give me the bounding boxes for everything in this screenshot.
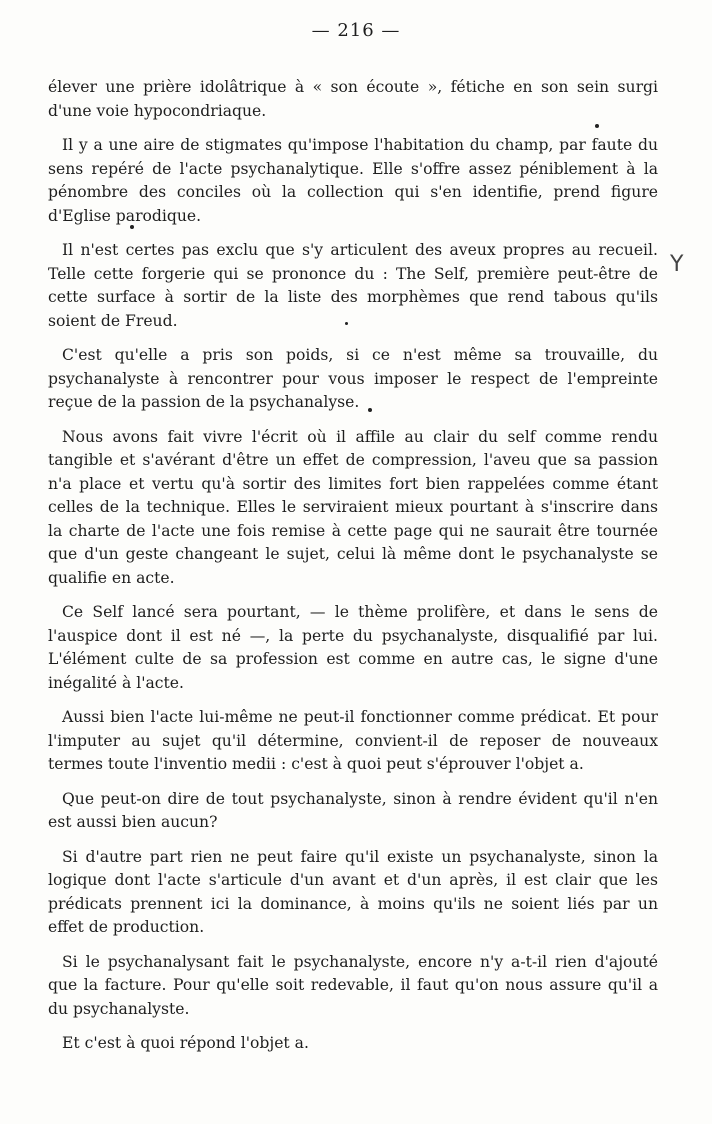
paragraph: Il n'est certes pas exclu que s'y articulent des aveux propres au recueil. Telle cette forgerie qui se prononce du : The Self, première peut-être de cette surface à sortir de la liste des morphèmes que rend tabous qu'ils soient de Freud. <box>48 241 658 330</box>
paragraph: Il y a une aire de stigmates qu'impose l'habitation du champ, par faute du sens repéré de l'acte psychanalytique. Elle s'offre assez péniblement à la pénombre des conciles où la collection qui s'en identifie, prend figure d'Eglise parodique. <box>48 136 658 225</box>
paragraph: Si le psychanalysant fait le psychanalyste, encore n'y a-t-il rien d'ajouté que la facture. Pour qu'elle soit redevable, il faut qu'on nous assure qu'il a du psychanalyste. <box>48 952 658 1018</box>
paragraph: Que peut-on dire de tout psychanalyste, sinon à rendre évident qu'il n'en est aussi bien aucun? <box>48 789 658 831</box>
paragraph: Si d'autre part rien ne peut faire qu'il existe un psychanalyste, sinon la logique dont l'acte s'articule d'un avant et d'un après, il est clair que les prédicats prennent ici la dominance, à moins qu'ils ne soient liés par un effet de production. <box>48 847 658 936</box>
body-text <box>48 76 658 1067</box>
paragraph: Nous avons fait vivre l'écrit où il affile au clair du self comme rendu tangible et s'avérant d'être un effet de compression, l'aveu que sa passion n'a place et vertu qu'à sortir des limites fort bien rappelées comme étant celles de la technique. Elles le serviraient mieux pourtant à s'inscrire dans la charte de l'acte une fois remise à cette page qui ne saurait être tournée que d'un geste changeant le sujet, celui là même dont le psychanalyste se qualifie en acte. <box>48 427 658 587</box>
page-number: — 216 — <box>311 20 401 41</box>
paragraph: C'est qu'elle a pris son poids, si ce n'est même sa trouvaille, du psychanalyste à rencontrer pour vous imposer le respect de l'empreinte reçue de la passion de la psychanalyse. <box>48 346 658 411</box>
paragraph: élever une prière idolâtrique à « son écoute », fétiche en son sein surgi d'une voie hypocondriaque. <box>48 78 658 120</box>
paragraph: Et c'est à quoi répond l'objet a. <box>62 1034 309 1052</box>
handwritten-margin-mark: Y <box>670 252 684 277</box>
paragraph: Ce Self lancé sera pourtant, — le thème prolifère, et dans le sens de l'auspice dont il est né —, la perte du psychanalyste, disqualifié par lui. L'élément culte de sa profession est comme en autre cas, le signe d'une inégalité à l'acte. <box>48 603 658 692</box>
paragraph: Aussi bien l'acte lui-même ne peut-il fonctionner comme prédicat. Et pour l'imputer au sujet qu'il détermine, convient-il de reposer de nouveaux termes toute l'inventio medii : c'est à quoi peut s'éprouver l'objet a. <box>48 708 658 773</box>
